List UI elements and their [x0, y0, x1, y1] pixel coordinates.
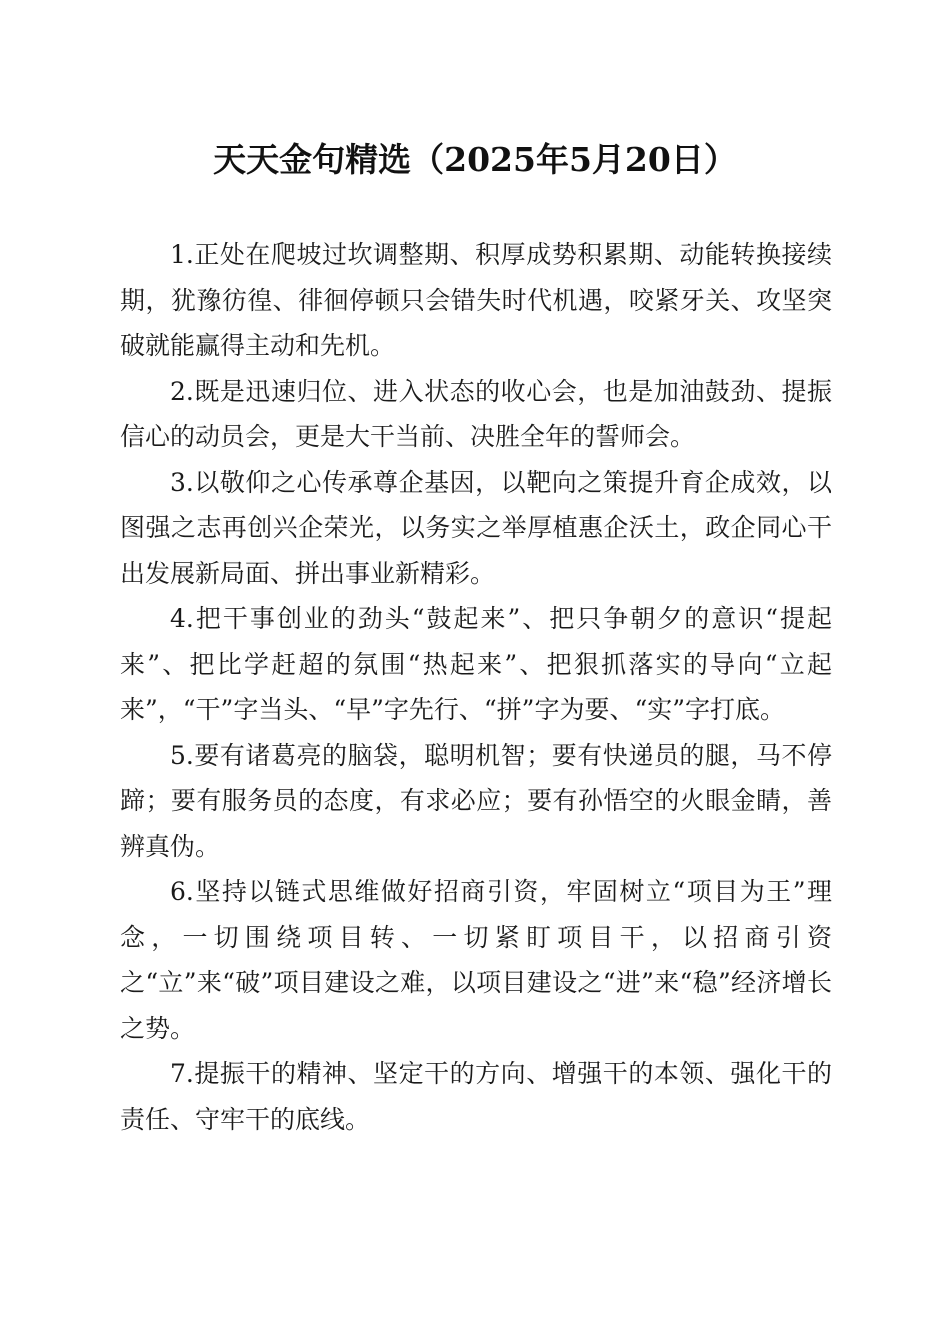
quote-paragraph-3: 3.以敬仰之心传承尊企基因，以靶向之策提升育企成效，以图强之志再创兴企荣光，以务实之举厚植惠企沃土，政企同心干出发展新局面、拼出事业新精彩。: [120, 467, 832, 588]
quote-paragraph-1: 1.正处在爬坡过坎调整期、积厚成势积累期、动能转换接续期，犹豫彷徨、徘徊停顿只会错失时代机遇，咬紧牙关、攻坚突破就能赢得主动和先机。: [120, 240, 832, 360]
page-title: 天天金句精选（2025年5月20日）: [213, 140, 737, 179]
document-body: [120, 232, 832, 1142]
quote-paragraph-6: 6.坚持以链式思维做好招商引资，牢固树立“项目为王”理念，一切围绕项目转、一切紧盯项目干，以招商引资之“立”来“破”项目建设之难，以项目建设之“进”来“稳”经济增长之势。: [120, 877, 832, 1043]
quote-paragraph-7: 7.提振干的精神、坚定干的方向、增强干的本领、强化干的责任、守牢干的底线。: [120, 1059, 832, 1134]
quote-paragraph-4: 4.把干事创业的劲头“鼓起来”、把只争朝夕的意识“提起来”、把比学赶超的氛围“热起来”、把狠抓落实的导向“立起来”，“干”字当头、“早”字先行、“拼”字为要、“实”字打底。: [120, 604, 832, 724]
quote-paragraph-5: 5.要有诸葛亮的脑袋，聪明机智；要有快递员的腿，马不停蹄；要有服务员的态度，有求必应；要有孙悟空的火眼金睛，善辨真伪。: [120, 740, 832, 861]
quote-paragraph-2: 2.既是迅速归位、进入状态的收心会，也是加油鼓劲、提振信心的动员会，更是大干当前、决胜全年的誓师会。: [120, 376, 832, 451]
